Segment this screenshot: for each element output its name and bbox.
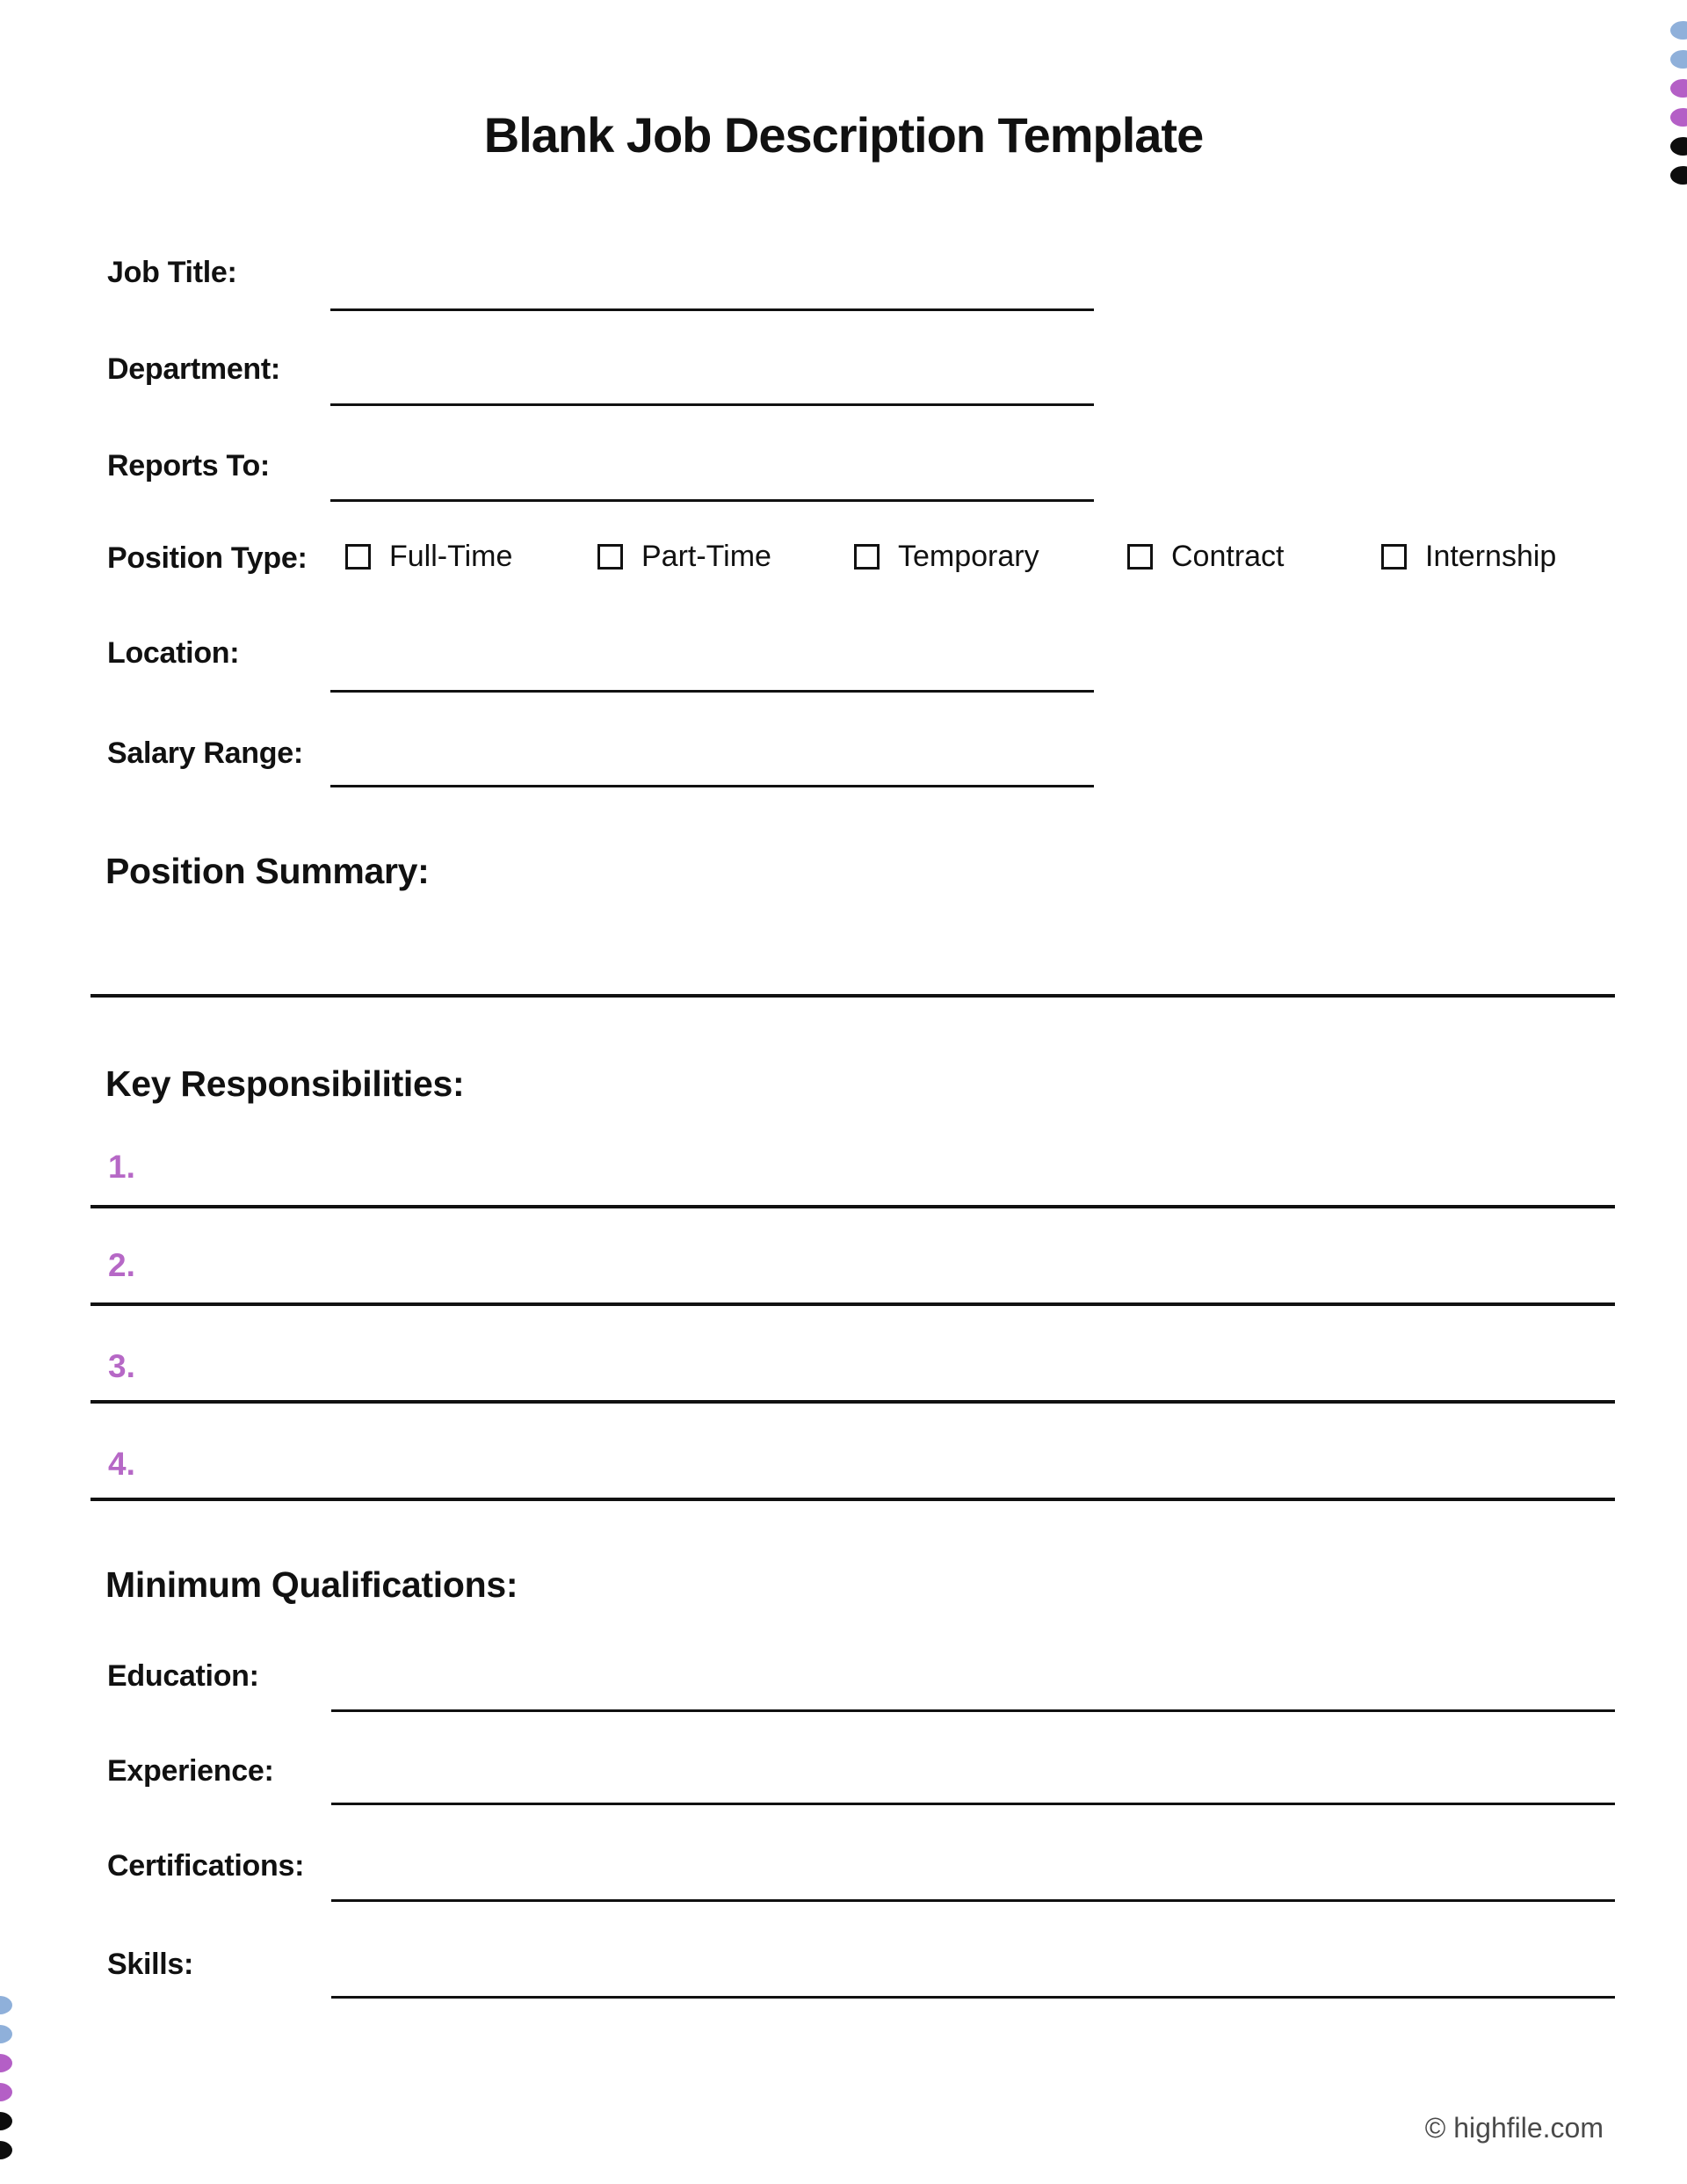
salary-range-label: Salary Range: xyxy=(107,736,303,770)
reports-to-input-line[interactable] xyxy=(330,499,1094,502)
skills-input-line[interactable] xyxy=(331,1996,1615,1999)
salary-range-input-line[interactable] xyxy=(330,785,1094,787)
key-responsibilities-heading: Key Responsibilities: xyxy=(105,1063,465,1104)
decorative-dot-black xyxy=(0,2112,12,2130)
internship-checkbox[interactable] xyxy=(1381,544,1407,570)
temporary-checkbox[interactable] xyxy=(854,544,880,570)
location-label: Location: xyxy=(107,636,240,670)
decorative-dot-black xyxy=(0,2141,12,2159)
certifications-input-line[interactable] xyxy=(331,1899,1615,1902)
responsibility-number-1: 1. xyxy=(108,1149,135,1185)
certifications-label: Certifications: xyxy=(107,1849,305,1883)
decorative-dot-purple xyxy=(1670,79,1687,98)
full-time-checkbox-label: Full-Time xyxy=(389,540,513,573)
education-input-line[interactable] xyxy=(331,1709,1615,1712)
position-type-option-full-time[interactable] xyxy=(345,540,512,573)
position-type-option-part-time[interactable] xyxy=(597,540,771,573)
page-title: Blank Job Description Template xyxy=(483,107,1204,163)
experience-label: Experience: xyxy=(107,1754,274,1788)
footer-watermark: © highfile.com xyxy=(1424,2112,1604,2144)
temporary-checkbox-label: Temporary xyxy=(898,540,1039,573)
part-time-checkbox-label: Part-Time xyxy=(641,540,771,573)
decorative-dot-blue xyxy=(1670,21,1687,40)
position-type-label: Position Type: xyxy=(107,541,308,575)
full-time-checkbox[interactable] xyxy=(345,544,371,570)
job-title-input-line[interactable] xyxy=(330,308,1094,311)
contract-checkbox[interactable] xyxy=(1127,544,1153,570)
responsibility-number-2: 2. xyxy=(108,1247,135,1283)
position-type-option-contract[interactable] xyxy=(1127,540,1285,573)
decorative-dot-black xyxy=(1670,166,1687,185)
decorative-dots-bottom-left xyxy=(0,1996,12,2159)
skills-label: Skills: xyxy=(107,1948,194,1981)
decorative-dot-blue xyxy=(0,1996,12,2014)
decorative-dot-purple xyxy=(0,2083,12,2101)
department-input-line[interactable] xyxy=(330,403,1094,406)
decorative-dot-blue xyxy=(0,2025,12,2043)
position-summary-heading: Position Summary: xyxy=(105,851,430,891)
responsibility-input-line-3[interactable] xyxy=(91,1400,1615,1404)
reports-to-label: Reports To: xyxy=(107,449,270,483)
job-title-label: Job Title: xyxy=(107,256,237,289)
education-label: Education: xyxy=(107,1659,259,1693)
position-summary-input-line[interactable] xyxy=(91,994,1615,998)
position-type-option-temporary[interactable] xyxy=(854,540,1039,573)
location-input-line[interactable] xyxy=(330,690,1094,693)
decorative-dot-blue xyxy=(1670,50,1687,69)
responsibility-input-line-4[interactable] xyxy=(91,1498,1615,1501)
department-label: Department: xyxy=(107,352,280,386)
contract-checkbox-label: Contract xyxy=(1171,540,1285,573)
responsibility-number-4: 4. xyxy=(108,1446,135,1482)
decorative-dot-purple xyxy=(0,2054,12,2072)
responsibility-number-3: 3. xyxy=(108,1348,135,1384)
part-time-checkbox[interactable] xyxy=(597,544,623,570)
responsibility-input-line-1[interactable] xyxy=(91,1205,1615,1208)
experience-input-line[interactable] xyxy=(331,1803,1615,1805)
minimum-qualifications-heading: Minimum Qualifications: xyxy=(105,1564,518,1605)
position-type-option-internship[interactable] xyxy=(1381,540,1556,573)
internship-checkbox-label: Internship xyxy=(1425,540,1557,573)
responsibility-input-line-2[interactable] xyxy=(91,1302,1615,1306)
